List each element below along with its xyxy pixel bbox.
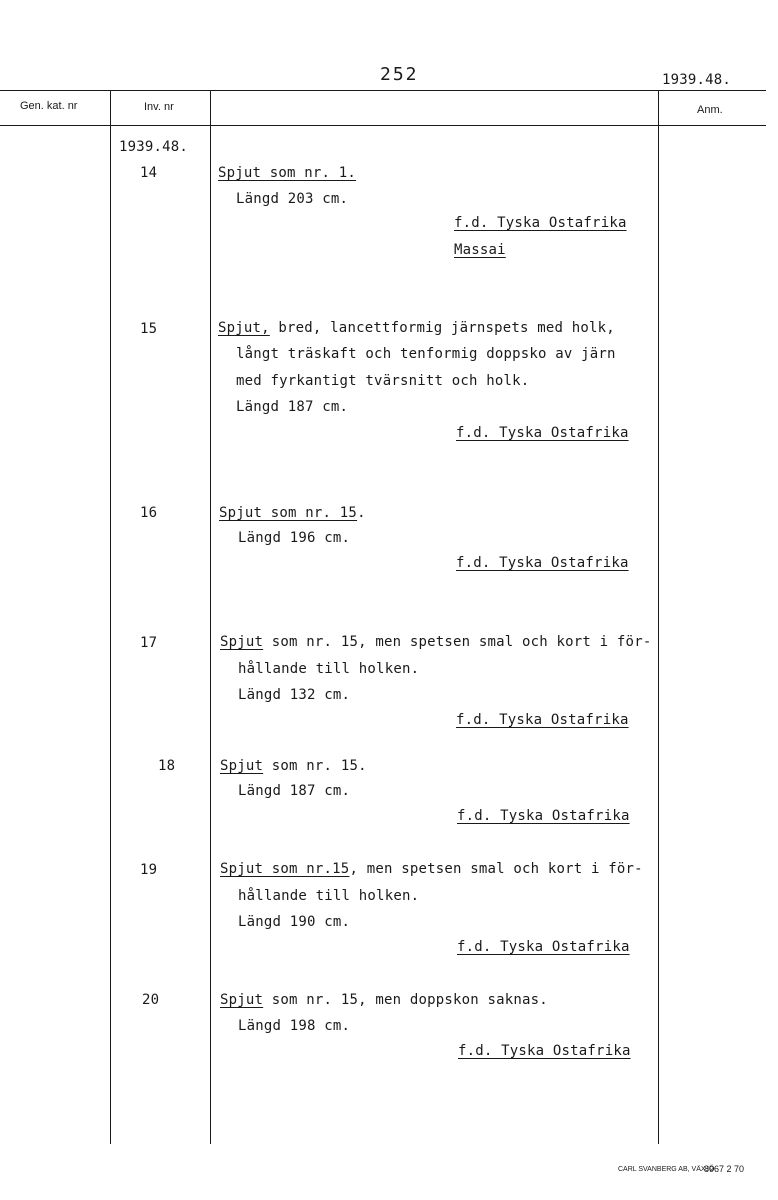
object-title: Spjut: [220, 634, 264, 650]
entry-line: hållande till holken.: [238, 661, 420, 677]
printer-imprint: CARL SVANBERG AB, VÄXJÖ: [618, 1166, 715, 1173]
object-title: Spjut som nr. 15: [219, 505, 358, 521]
entry-line: Längd 187 cm.: [236, 399, 349, 415]
entry-number: 17: [140, 635, 158, 651]
entry-line: hållande till holken.: [238, 888, 420, 904]
entry-title-line: [220, 861, 643, 877]
title-rest: som nr. 15, men doppskon saknas.: [263, 992, 548, 1008]
header-bottom-rule: [0, 125, 766, 126]
entry-title-line: [220, 758, 367, 774]
column-divider-gen-inv: [110, 90, 111, 1144]
series-label: 1939.48.: [119, 139, 189, 155]
entry-line: Längd 132 cm.: [238, 687, 351, 703]
entry-line: långt träskaft och tenformig doppsko av järn: [236, 346, 616, 362]
entry-number: 16: [140, 505, 158, 521]
title-rest: som nr. 15, men spetsen smal och kort i för-: [263, 634, 652, 650]
column-header-gen-kat: Gen. kat. nr: [20, 100, 78, 112]
column-divider-text-anm: [658, 90, 659, 1144]
entry-line: med fyrkantigt tvärsnitt och holk.: [236, 373, 530, 389]
entry-number: 18: [158, 758, 176, 774]
column-header-inv: Inv. nr: [144, 101, 174, 113]
entry-number: 20: [142, 992, 160, 1008]
inventory-year-header: 1939.48.: [662, 72, 732, 88]
origin: f.d. Tyska Ostafrika: [458, 1043, 631, 1059]
title-rest: .: [357, 505, 366, 521]
object-title: Spjut som nr. 1.: [218, 165, 357, 181]
entry-title-line: [218, 165, 356, 181]
entry-title-line: [218, 320, 615, 336]
entry-title-line: [220, 634, 651, 650]
entry-line: Längd 190 cm.: [238, 914, 351, 930]
entry-number: 15: [140, 321, 158, 337]
origin: f.d. Tyska Ostafrika: [456, 712, 629, 728]
entry-line: Längd 187 cm.: [238, 783, 351, 799]
entry-title-line: [219, 505, 366, 521]
form-code: 8967 2 70: [704, 1164, 745, 1174]
title-rest: som nr. 15.: [263, 758, 367, 774]
people: Massai: [454, 242, 506, 258]
entry-number: 14: [140, 165, 158, 181]
entry-line: Längd 203 cm.: [236, 191, 349, 207]
entry-number: 19: [140, 862, 158, 878]
header-top-rule: [0, 90, 766, 91]
column-divider-inv-text: [210, 90, 211, 1144]
entry-title-line: [220, 992, 548, 1008]
origin: f.d. Tyska Ostafrika: [457, 939, 630, 955]
entry-line: Längd 196 cm.: [238, 530, 351, 546]
title-rest: , men spetsen smal och kort i för-: [349, 861, 643, 877]
object-title: Spjut som nr.15: [220, 861, 350, 877]
object-title: Spjut,: [218, 320, 270, 336]
origin: f.d. Tyska Ostafrika: [456, 555, 629, 571]
entry-line: Längd 198 cm.: [238, 1018, 351, 1034]
column-header-anm: Anm.: [697, 104, 723, 116]
origin: f.d. Tyska Ostafrika: [456, 425, 629, 441]
origin: f.d. Tyska Ostafrika: [457, 808, 630, 824]
object-title: Spjut: [220, 758, 264, 774]
title-rest: bred, lancettformig järnspets med holk,: [269, 320, 615, 336]
object-title: Spjut: [220, 992, 264, 1008]
page-number: 252: [380, 64, 419, 85]
origin: f.d. Tyska Ostafrika: [454, 215, 627, 231]
